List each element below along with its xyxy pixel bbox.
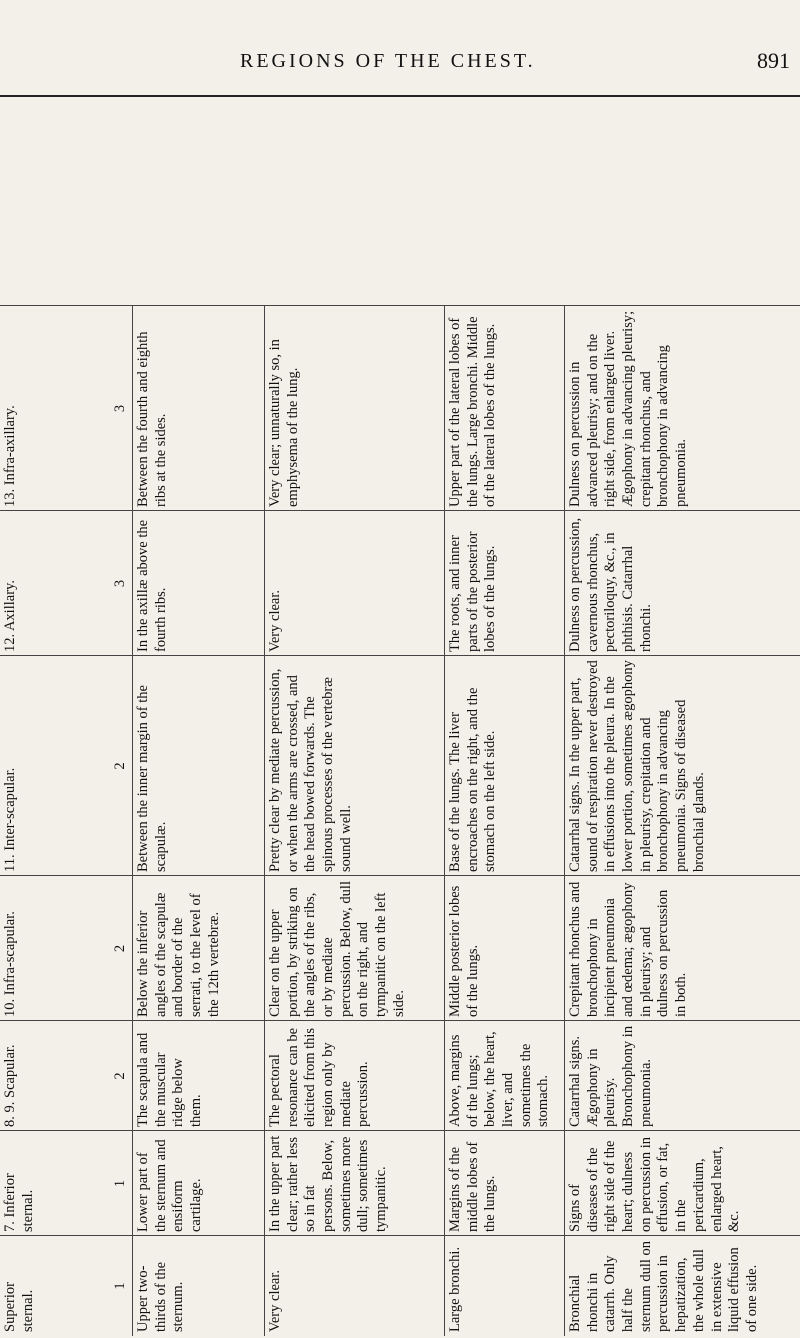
region-disease-signs: Bronchial rhonchi in catarrh. Only half the sternum dull on percussion in hepatization, the whole dull in extensive liquid effusion of one side.: [564, 1236, 800, 1336]
region-name: 12. Axillary.: [2, 580, 18, 652]
region-respiration: Margins of the middle lobes of the lungs.: [444, 1131, 564, 1236]
region-count: 3: [112, 404, 128, 413]
table-row: [0, 510, 800, 656]
region-percussion: Very clear.: [264, 511, 444, 656]
table-row: [0, 1235, 800, 1336]
region-boundaries: Between the inner margin of the scapulæ.: [132, 656, 264, 876]
region-respiration: Above, margins of the lungs; below, the heart, liver, and sometimes the stomach.: [444, 1021, 564, 1131]
region-disease-signs: Catarrhal signs. Ægophony in pleurisy. Bronchophony in pneumonia.: [564, 1021, 800, 1131]
table-row: [0, 875, 800, 1021]
region-respiration: The roots, and inner parts of the posterior lobes of the lungs.: [444, 511, 564, 656]
region-count: 2: [112, 1072, 128, 1080]
region-name: 13. Infra-axillary.: [2, 405, 18, 507]
table-row: [0, 305, 800, 511]
region-count: 1: [112, 1282, 128, 1290]
region-boundaries: In the axillæ above the fourth ribs.: [132, 511, 264, 656]
regions-table: [0, 96, 800, 1336]
region-name: 11. Inter-scapular.: [2, 767, 18, 872]
region-count: 1: [112, 1179, 128, 1188]
running-title: REGIONS OF THE CHEST.: [240, 50, 536, 72]
region-percussion: The pectoral resonance can be elicited from this region only by mediate percussion.: [264, 1021, 444, 1131]
region-count: 3: [112, 579, 128, 588]
region-respiration: Base of the lungs. The liver encroaches on the right, and the stomach on the left side.: [444, 656, 564, 876]
region-percussion: Pretty clear by mediate percussion, or when the arms are crossed, and the head bowed forwards. The spinous processes of the vertebræ sound well.: [264, 656, 444, 876]
page-number: 891: [757, 48, 790, 73]
region-boundaries: Upper two-thirds of the sternum.: [132, 1236, 264, 1336]
region-boundaries: The scapula and the muscular ridge below them.: [132, 1021, 264, 1131]
region-percussion: Very clear.: [264, 1236, 444, 1336]
table-row: [0, 655, 800, 876]
region-disease-signs: Dulness on percussion in advanced pleurisy; and on the right side, from enlarged liver. Ægophony in advancing pleurisy; crepitant rhonchus, and bronchophony in advancing pneumonia.: [564, 306, 800, 511]
region-percussion: In the upper part clear; rather less so in fat persons. Below, sometimes more dull; sometimes tympanitic.: [264, 1131, 444, 1236]
region-disease-signs: Signs of diseases of the right side of the heart; dulness on percussion in effusion, or fat, in the pericardium, enlarged heart, &c.: [564, 1131, 800, 1236]
region-percussion: Clear on the upper portion, by striking on the angles of the ribs, or by mediate percussion. Below, dull on the right, and tympanitic on the left side.: [264, 876, 444, 1021]
region-disease-signs: Dulness on percussion, cavernous rhonchus, pectoriloquy, &c., in phthisis. Catarrhal rhonchi.: [564, 511, 800, 656]
region-name: 7. Inferior sternal.: [2, 1173, 36, 1232]
region-boundaries: Between the fourth and eighth ribs at the sides.: [132, 306, 264, 511]
region-count: 2: [112, 944, 128, 953]
table-row: [0, 1130, 800, 1236]
region-disease-signs: Catarrhal signs. In the upper part, sound of respiration never destroyed in effusions into the pleura. In the lower portion, sometimes ægophony in pleurisy, crepitation and bronchophony in advancing pneumonia. Signs of diseased bronchial glands.: [564, 656, 800, 876]
page-header: [120, 50, 790, 80]
region-respiration: Upper part of the lateral lobes of the lungs. Large bronchi. Middle of the lateral lobes of the lungs.: [444, 306, 564, 511]
region-name: 8. 9. Scapular.: [2, 1044, 18, 1127]
region-boundaries: Lower part of the sternum and ensiform cartilage.: [132, 1131, 264, 1236]
region-name: Superior sternal.: [2, 1282, 36, 1332]
region-disease-signs: Crepitant rhonchus and bronchophony in incipient pneumonia and œdema; ægophony in pleurisy; and dulness on percussion in both.: [564, 876, 800, 1021]
table-row: [0, 1020, 800, 1131]
region-boundaries: Below the inferior angles of the scapulæ and border of the serrati, to the level of the 12th vertebræ.: [132, 876, 264, 1021]
region-respiration: Large bronchi.: [444, 1236, 564, 1336]
region-name: 10. Infra-scapular.: [2, 911, 18, 1017]
region-percussion: Very clear; unnaturally so, in emphysema of the lung.: [264, 306, 444, 511]
region-respiration: Middle posterior lobes of the lungs.: [444, 876, 564, 1021]
region-count: 2: [112, 762, 128, 770]
